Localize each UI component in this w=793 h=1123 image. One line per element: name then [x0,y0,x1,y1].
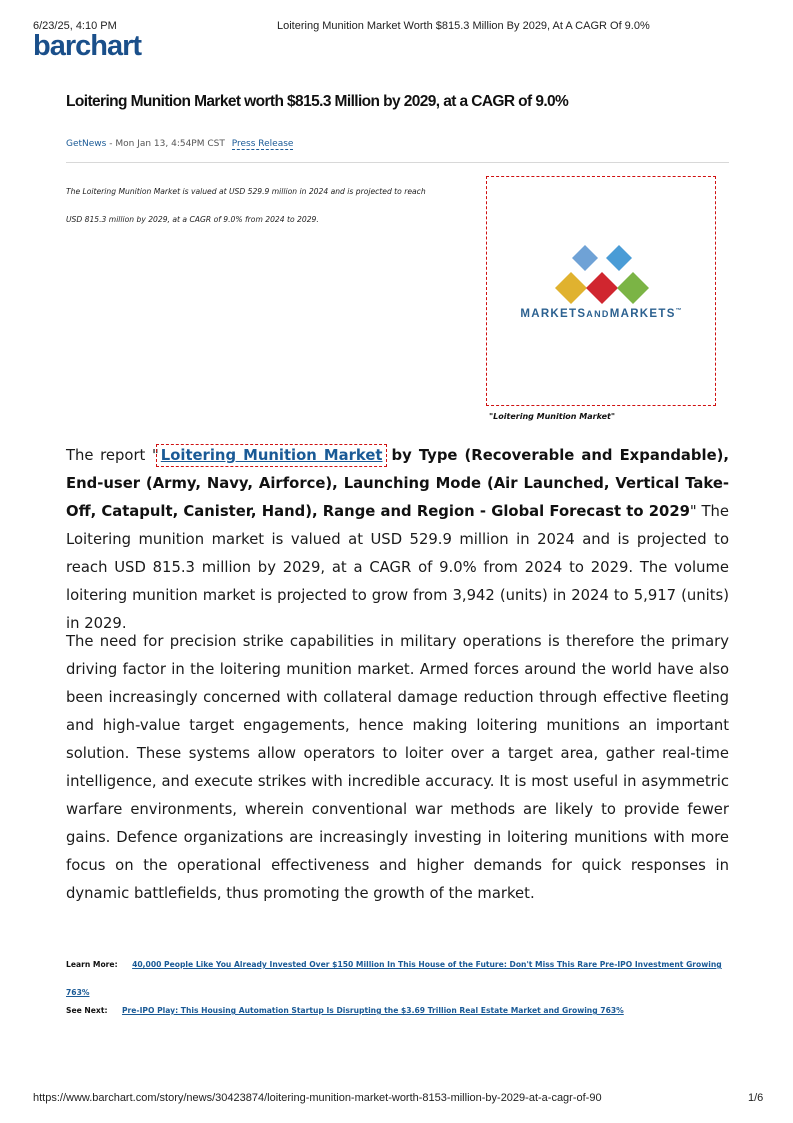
divider [66,162,729,163]
marketsandmarkets-logo-icon [487,177,715,405]
report-link[interactable]: Loitering Munition Market [160,447,383,464]
see-next [66,1006,729,1015]
article-headline: Loitering Munition Market worth $815.3 Million by 2029, at a CAGR of 9.0% [66,93,569,110]
byline [66,139,293,149]
source-link[interactable]: GetNews [66,139,107,149]
summary-line: The Loitering Munition Market is valued at USD 529.9 million in 2024 and is projected to reach [66,187,426,196]
report-title: by Type (Recoverable and Expandable), End-user (Army, Navy, Airforce), Launching Mode (Air Launched, Vertical Take-Off, Catapult, Canister, Hand), Range and Region - Global Forecast to 2029 [66,447,730,520]
see-next-link[interactable]: Pre-IPO Play: This Housing Automation Startup Is Disrupting the $3.69 Trillion Real Estate Market and Growing 763% [121,1006,624,1015]
learn-more [66,951,729,1007]
see-next-label: See Next: [66,1006,108,1015]
publish-datetime: Mon Jan 13, 4:54PM CST [115,139,225,149]
image-caption: "Loitering Munition Market" [489,412,616,421]
learn-more-link[interactable]: 40,000 People Like You Already Invested Over $150 Million In This House of the Future: Don't Miss This Rare Pre-IPO Investment Growing 763% [66,960,722,997]
page-number: 1/6 [748,1092,764,1104]
barchart-logo[interactable]: barchart [33,30,142,62]
print-date: 6/23/25, 4:10 PM [33,20,117,32]
byline-separator: - [106,139,116,149]
category-link-press-release[interactable]: Press Release [231,139,294,149]
learn-more-label: Learn More: [66,960,118,969]
print-page-title: Loitering Munition Market Worth $815.3 Million By 2029, At A CAGR Of 9.0% [277,20,650,32]
article-image[interactable] [486,176,716,406]
brand-wordmark: MARKETSANDMARKETS™ [520,308,682,320]
body-paragraph: The report " Loitering Munition Market by Type (Recoverable and Expandable), End-user (Army, Navy, Airforce), Launching Mode (Air Launched, Vertical Take-Off, Catapult, Canister, Hand), Range and Region - Global Forecast to 2029" The Loitering munition market is valued at USD 529.9 million in 2024 and is projected to reach USD 815.3 million by 2029, at a CAGR of 9.0% from 2024 to 2029. The volume loitering munition market is projected to grow from 3,942 (units) in 2024 to 5,917 (units) in 2029. [66,447,730,632]
summary-line: USD 815.3 million by 2029, at a CAGR of 9.0% from 2024 to 2029. [66,215,319,224]
print-url: https://www.barchart.com/story/news/30423874/loitering-munition-market-worth-8153-million-by-2029-at-a-cagr-of-90 [33,1092,602,1104]
body-paragraph: The need for precision strike capabilities in military operations is therefore the primary driving factor in the loitering munition market. Armed forces around the world have also been increasingly concerned with collateral damage reduction through effective fleeting and high-value target engagements, hence making loitering munitions an important solution. These systems allow operators to loiter over a target area, gather real-time intelligence, and execute strikes with incredible accuracy. It is most useful in asymmetric warfare environments, wherein conventional war methods are likely to provide fewer gains. Defence organizations are increasingly investing in loitering munitions with more focus on the operational effectiveness and higher demands for quick responses in dynamic battlefields, thus promoting the growth of the market. [66,633,729,902]
